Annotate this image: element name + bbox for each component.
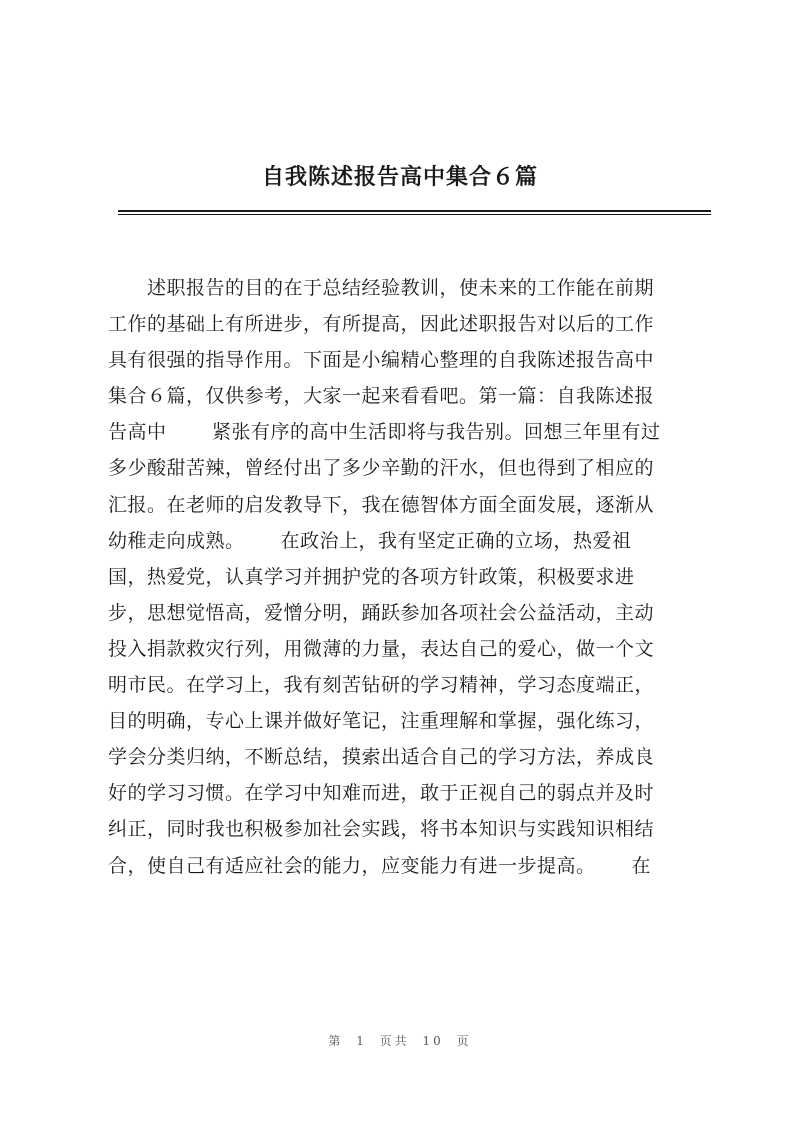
text-line: 步，思想觉悟高，爱憎分明，踊跃参加各项社会公益活动，主动 [108,601,655,624]
text-line: 述职报告的目的在于总结经验教训，使未来的工作能在前期 [108,277,655,299]
title-rule-thin [118,214,711,215]
text-line: 具有很强的指导作用。下面是小编精心整理的自我陈述报告高中 [108,349,655,372]
text-line: 投入捐款救灾行列，用微薄的力量，表达自己的爱心，做一个文 [108,637,655,660]
title-rule [118,210,711,212]
text-line: 幼稚走向成熟。 在政治上，我有坚定正确的立场，热爱祖 [108,529,632,552]
text-line: 多少酸甜苦辣，曾经付出了多少辛勤的汗水，但也得到了相应的 [108,457,655,480]
body-text [108,270,712,884]
text-line: 纠正，同时我也积极参加社会实践，将书本知识与实践知识相结 [108,818,655,841]
text-line: 工作的基础上有所进步，有所提高，因此述职报告对以后的工作 [108,313,655,336]
text-line: 合，使自己有适应社会的能力，应变能力有进一步提高。 在 [108,854,652,877]
text-line: 好的学习习惯。在学习中知难而进，敢于正视自己的弱点并及时 [108,782,655,805]
text-line: 明市民。在学习上，我有刻苦钻研的学习精神，学习态度端正， [108,674,655,697]
text-line: 国，热爱党，认真学习并拥护党的各项方针政策，积极要求进 [108,565,635,588]
text-line: 告高中 紧张有序的高中生活即将与我告别。回想三年里有过 [108,421,661,444]
text-line: 汇报。在老师的启发教导下，我在德智体方面全面发展，逐渐从 [108,493,655,516]
text-line: 集合６篇，仅供参考，大家一起来看看吧。第一篇：自我陈述报 [108,385,655,408]
document-title: 自我陈述报告高中集合６篇 [261,165,538,190]
text-line: 目的明确，专心上课并做好笔记，注重理解和掌握，强化练习， [108,710,655,733]
text-line: 学会分类归纳，不断总结，摸索出适合自己的学习方法，养成良 [108,746,655,769]
page-footer: 第 1 页共 10 页 [328,1034,472,1048]
